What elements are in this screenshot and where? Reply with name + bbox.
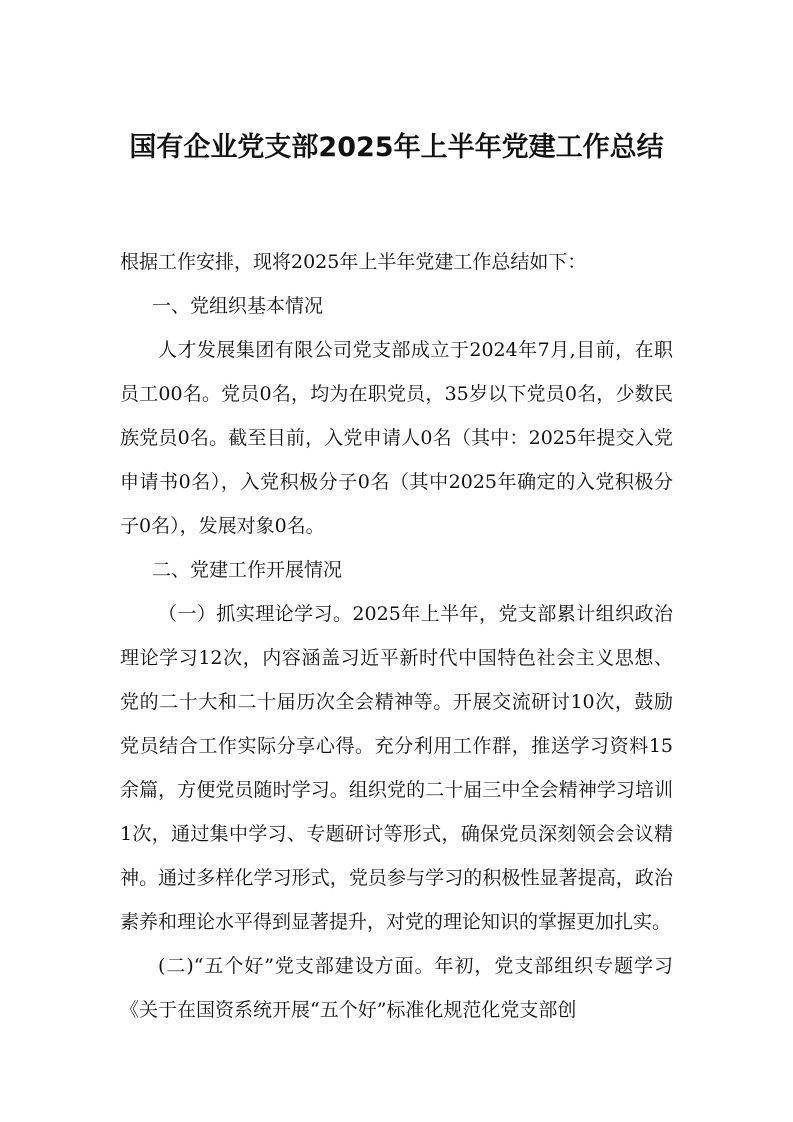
intro-paragraph: 根据工作安排，现将2025年上半年党建工作总结如下： — [120, 251, 587, 273]
document-body — [120, 240, 673, 1032]
body-paragraph-1: 人才发展集团有限公司党支部成立于2024年7月,目前，在职员工00名。党员0名，均为在职党员，35岁以下党员0名，少数民族党员0名。截至目前，入党申请人0名（其中：2025年提交入党申请书0名），入党积极分子0名（其中2025年确定的入党积极分子0名），发展对象0名。 — [120, 339, 673, 537]
body-paragraph-2: （一）抓实理论学习。2025年上半年，党支部累计组织政治理论学习12次，内容涵盖习近平新时代中国特色社会主义思想、党的二十大和二十届历次全会精神等。开展交流研讨10次，鼓励党员结合工作实际分享心得。充分利用工作群，推送学习资料15余篇，方便党员随时学习。组织党的二十届三中全会精神学习培训1次，通过集中学习、专题研讨等形式，确保党员深刻领会会议精神。通过多样化学习形式，党员参与学习的积极性显著提高，政治素养和理论水平得到显著提升，对党的理论知识的掌握更加扎实。 — [120, 603, 673, 933]
section-heading-1: 一、党组织基本情况 — [152, 295, 324, 317]
section-heading-2: 二、党建工作开展情况 — [152, 559, 343, 581]
document-title: 国有企业党支部2025年上半年党建工作总结 — [129, 132, 664, 163]
body-paragraph-3: (二)“五个好”党支部建设方面。年初，党支部组织专题学习《关于在国资系统开展“五个好”标准化规范化党支部创 — [120, 955, 673, 1021]
